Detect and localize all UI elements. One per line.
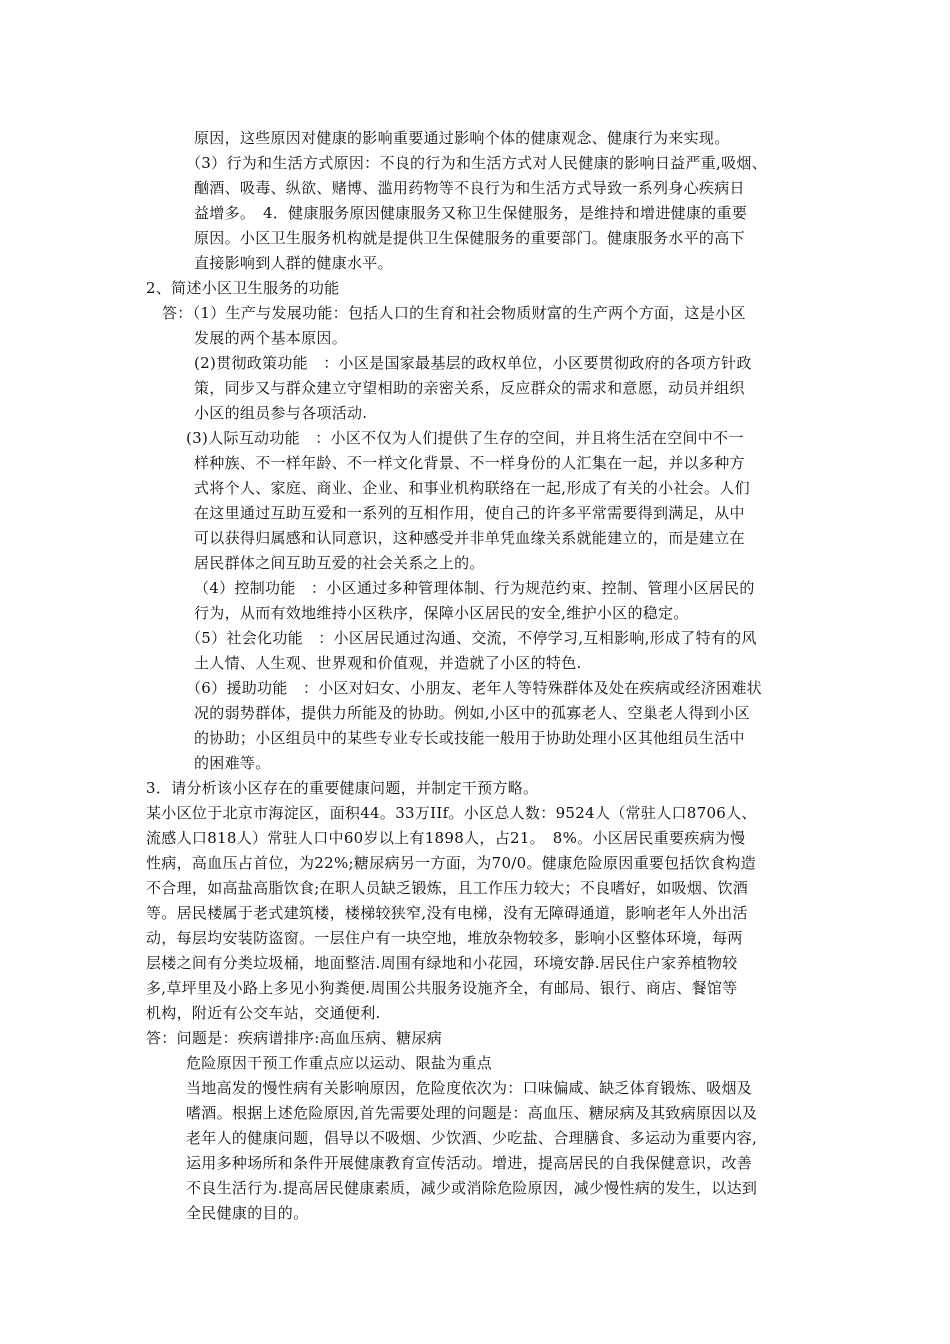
answer-line: 况的弱势群体，提供力所能及的协助。例如,小区中的孤寡老人、空巢老人得到小区 xyxy=(194,704,750,722)
case-line: 动，每层均安装防盗窗。一层住户有一块空地，堆放杂物较多，影响小区整体环境，每两 xyxy=(146,929,743,947)
answer-line: 老年人的健康问题，倡导以不吸烟、少饮酒、少吃盐、合理膳食、多运动为重要内容, xyxy=(186,1129,758,1147)
answer-line: （6）援助功能 ：小区对妇女、小朋友、老年人等特殊群体及处在疾病或经济困难状 xyxy=(186,679,762,697)
case-line: 多,草坪里及小路上多见小狗粪便.周围公共服务设施齐全，有邮局、银行、商店、餐馆等 xyxy=(146,979,738,997)
question-heading: 2、简述小区卫生服务的功能 xyxy=(146,279,340,297)
answer-line: (2)贯彻政策功能 ：小区是国家最基层的政权单位，小区要贯彻政府的各项方针政 xyxy=(194,354,752,372)
case-line: 性病，高血压占首位，为22%;糖尿病另一方面，为70/0。健康危险原因重要包括饮食构造 xyxy=(146,854,756,872)
question-heading: 3．请分析该小区存在的重要健康问题，并制定干预方略。 xyxy=(146,779,539,797)
answer-line: 土人情、人生观、世界观和价值观，并造就了小区的特色. xyxy=(194,654,582,672)
answer-line: 的协助；小区组员中的某些专业专长或技能一般用于协助处理小区其他组员生活中 xyxy=(194,729,745,747)
answer-line: 答：（1）生产与发展功能：包括人口的生育和社会物质财富的生产两个方面，这是小区 xyxy=(162,304,746,322)
answer-line: 小区的组员参与各项活动. xyxy=(194,404,368,422)
case-line: 层楼之间有分类垃圾桶，地面整洁.周围有绿地和小花园，环境安静.居民住户家养植物较 xyxy=(146,954,738,972)
answer-line: （5）社会化功能 ：小区居民通过沟通、交流，不停学习,互相影响,形成了特有的风 xyxy=(186,629,757,647)
paragraph-line: 直接影响到人群的健康水平。 xyxy=(194,254,393,272)
answer-line: 样种族、不一样年龄、不一样文化背景、不一样身份的人汇集在一起，并以多种方 xyxy=(194,454,745,472)
case-line: 等。居民楼属于老式建筑楼，楼梯较狭窄,没有电梯，没有无障碍通道，影响老年人外出活 xyxy=(146,904,748,922)
answer-line: 式将个人、家庭、商业、企业、和事业机构联络在一起,形成了有关的小社会。人们 xyxy=(194,479,750,497)
answer-line: 居民群体之间互助互爱的社会关系之上的。 xyxy=(194,554,485,572)
answer-line: 危险原因干预工作重点应以运动、限盐为重点 xyxy=(186,1054,493,1072)
answer-line: 运用多种场所和条件开展健康教育宣传活动。增进，提高居民的自我保健意识，改善 xyxy=(186,1154,753,1172)
paragraph-line: 酗酒、吸毒、纵欲、赌博、滥用药物等不良行为和生活方式导致一系列身心疾病日 xyxy=(194,179,745,197)
paragraph-line: 原因，这些原因对健康的影响重要通过影响个体的健康观念、健康行为来实现。 xyxy=(194,129,730,147)
answer-line: 嗜酒。根据上述危险原因,首先需要处理的问题是：高血压、糖尿病及其致病原因以及 xyxy=(186,1104,758,1122)
answer-line: （4）控制功能 ：小区通过多种管理体制、行为规范约束、控制、管理小区居民的 xyxy=(194,579,755,597)
answer-line: (3)人际互动功能 ：小区不仅为人们提供了生存的空间，并且将生活在空间中不一 xyxy=(186,429,744,447)
answer-line: 全民健康的目的。 xyxy=(186,1204,309,1222)
case-line: 不合理，如高盐高脂饮食;在职人员缺乏锻炼，且工作压力较大；不良嗜好，如吸烟、饮酒 xyxy=(146,879,749,897)
answer-line: 当地高发的慢性病有关影响原因，危险度依次为：口味偏咸、缺乏体育锻炼、吸烟及 xyxy=(186,1079,753,1097)
paragraph-line: （3）行为和生活方式原因：不良的行为和生活方式对人民健康的影响日益严重,吸烟、 xyxy=(186,154,768,172)
paragraph-line: 益增多。 4．健康服务原因健康服务又称卫生保健服务，是维持和增进健康的重要 xyxy=(194,204,748,222)
paragraph-line: 原因。小区卫生服务机构就是提供卫生保健服务的重要部门。健康服务水平的高下 xyxy=(194,229,745,247)
answer-line: 策，同步又与群众建立守望相助的亲密关系，反应群众的需求和意愿，动员并组织 xyxy=(194,379,745,397)
answer-line: 发展的两个基本原因。 xyxy=(194,329,348,347)
answer-line: 答：问题是：疾病谱排序:高血压病、糖尿病 xyxy=(146,1029,443,1047)
answer-line: 在这里通过互助互爱和一系列的互相作用，使自己的许多平常需要得到满足，从中 xyxy=(194,504,745,522)
answer-line: 不良生活行为.提高居民健康素质，减少或消除危险原因，减少慢性病的发生，以达到 xyxy=(186,1179,758,1197)
answer-line: 行为，从而有效地维持小区秩序，保障小区居民的安全,维护小区的稳定。 xyxy=(194,604,689,622)
case-line: 流感人口818人）常驻人口中60岁以上有1898人，占21。 8%。小区居民重要疾病为慢 xyxy=(146,829,746,847)
answer-line: 的困难等。 xyxy=(194,754,271,772)
answer-line: 可以获得归属感和认同意识，这种感受并非单凭血缘关系就能建立的，而是建立在 xyxy=(194,529,745,547)
case-line: 机构，附近有公交车站，交通便利. xyxy=(146,1004,381,1022)
case-line: 某小区位于北京市海淀区，面积44。33万IIf。小区总人数：9524人（常驻人口8706人、 xyxy=(146,804,757,822)
